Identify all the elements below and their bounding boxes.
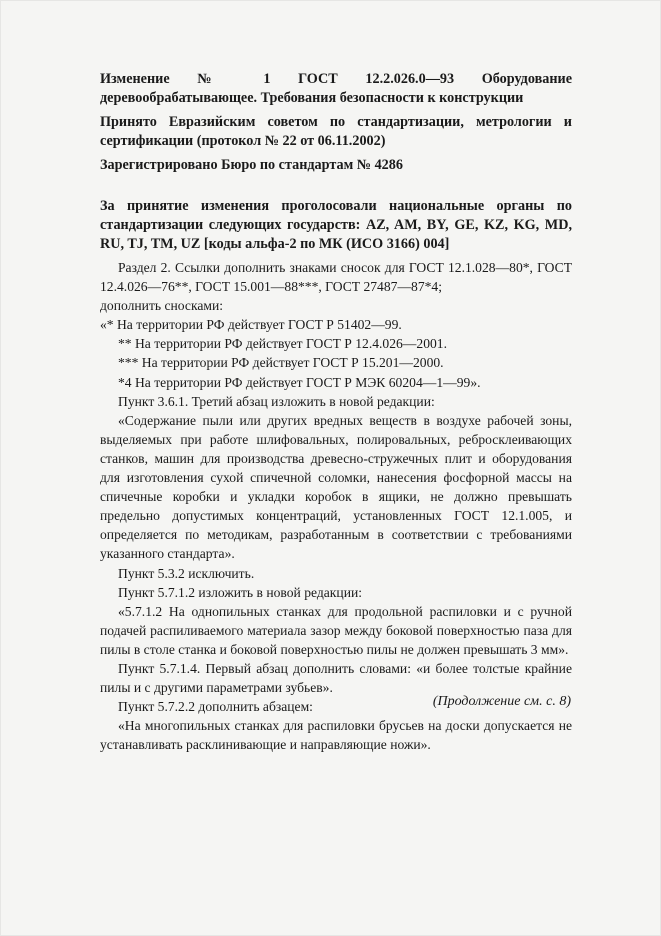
registration-note: Зарегистрировано Бюро по стандартам № 4286 xyxy=(100,157,403,173)
paragraph-5712: Пункт 5.7.1.2 изложить в новой редакции: xyxy=(118,584,363,600)
document-body xyxy=(100,258,572,754)
adoption-note: Принято Евразийским советом по стандартизации, метрологии и сертификации (протокол № 22 от 06.11.2002) xyxy=(100,114,572,149)
paragraph-5722: Пункт 5.7.2.2 дополнить абзацем: xyxy=(118,699,313,715)
footnote-3: *** На территории РФ действует ГОСТ Р 15.201—2000. xyxy=(118,355,444,371)
paragraph-5714: Пункт 5.7.1.4. Первый абзац дополнить словами: «и более толстые крайние пилы и с другими параметрами зубьев». xyxy=(100,660,572,696)
amendment-title: Изменение № 1 ГОСТ 12.2.026.0—93 Оборудование деревообрабатывающее. Требования безопасности к конструкции xyxy=(100,71,572,106)
paragraph-footnotes-intro: дополнить сносками: xyxy=(100,298,224,314)
paragraph-section2: Раздел 2. Ссылки дополнить знаками сносок для ГОСТ 12.1.028—80*, ГОСТ 12.4.026—76**, ГОСТ 15.001—88***, ГОСТ 27487—87*4; xyxy=(100,260,572,295)
document-content xyxy=(100,70,572,754)
voting-countries: За принятие изменения проголосовали национальные органы по стандартизации следующих государств: AZ, AM, BY, GE, KZ, KG, MD, RU, TJ, TM, UZ [коды альфа-2 по МК (ИСО 3166) 004] xyxy=(100,198,572,252)
paragraph-361-text: «Содержание пыли или других вредных веществ в воздухе рабочей зоны, выделяемых при работе шлифовальных, полировальных, ребросклеивающих станков, машин для производства древесно-стружечных плит и оборудования для изготовления сухой спичечной соломки, нанесения фосфорной массы на спичечные коробки и укладки коробок в ящики, не должно превышать предельно допустимых концентраций, установленных ГОСТ 12.1.005, и определяется по методикам, разработанным в соответствии с требованиями указанного стандарта». xyxy=(100,412,572,562)
continuation-note: (Продолжение см. с. 8) xyxy=(432,694,571,709)
footnote-1: «* На территории РФ действует ГОСТ Р 51402—99. xyxy=(100,317,402,333)
paragraph-5722-text: «На многопильных станках для распиловки брусьев на доски допускается не устанавливать расклинивающие и направляющие ножи». xyxy=(100,718,572,753)
paragraph-532: Пункт 5.3.2 исключить. xyxy=(118,565,255,581)
paragraph-5712-text: «5.7.1.2 На однопильных станках для продольной распиловки и с ручной подачей распиливаемого материала зазор между боковой поверхностью паза для пилы в столе станка и боковой поверхностью пилы не должен превышать 3 мм». xyxy=(100,603,572,657)
paragraph-361: Пункт 3.6.1. Третий абзац изложить в новой редакции: xyxy=(118,393,435,409)
footnote-4: *4 На территории РФ действует ГОСТ Р МЭК 60204—1—99». xyxy=(118,374,481,390)
footnote-2: ** На территории РФ действует ГОСТ Р 12.4.026—2001. xyxy=(118,336,447,352)
